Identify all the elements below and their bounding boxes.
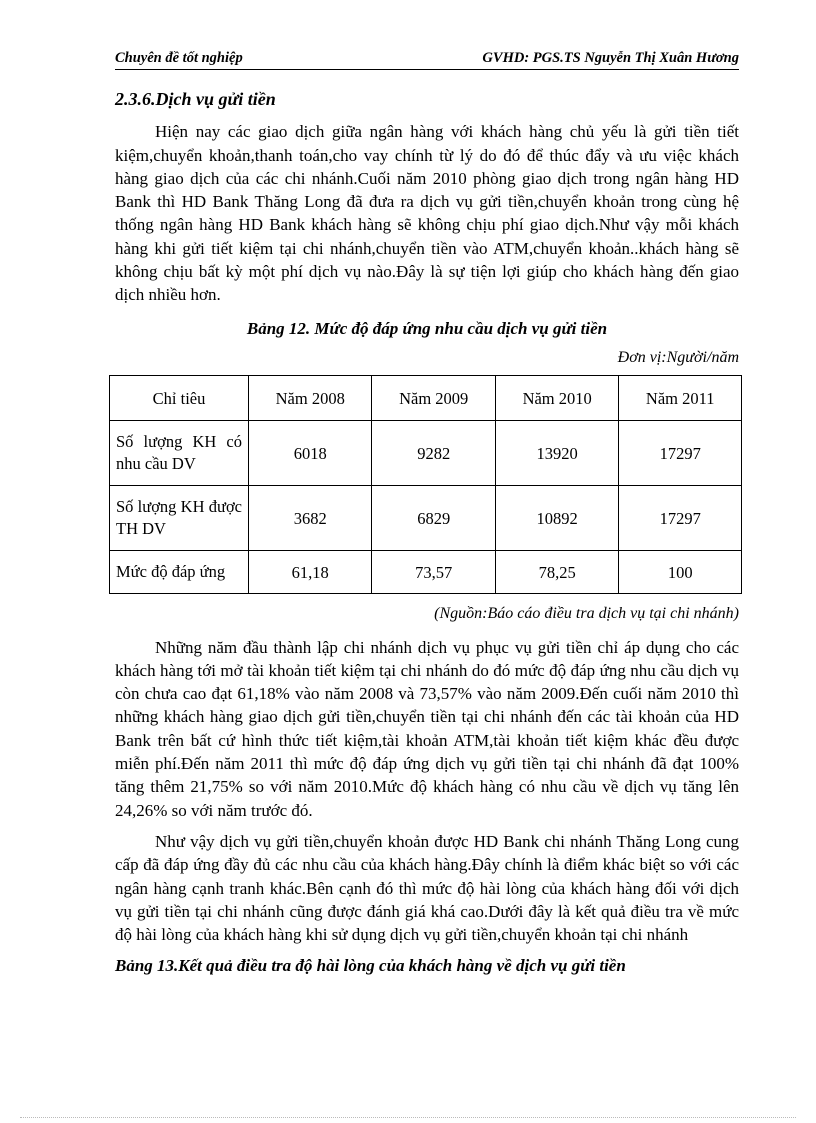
table-cell: 6829 [372, 486, 495, 551]
page-header [115, 50, 739, 70]
paragraph-conclusion: Như vậy dịch vụ gửi tiền,chuyển khoản được HD Bank chi nhánh Thăng Long cung cấp đã đáp ứng đầy đủ các nhu cầu của khách hàng.Đây chính là điểm khác biệt so với các ngân hàng cạnh tranh khác.Bên cạnh đó thì mức độ hài lòng của khách hàng đối với dịch vụ gửi tiền tại chi nhánh cũng được đánh giá khá cao.Dưới đây là kết quả điều tra về mức độ hài lòng của khách hàng khi sử dụng dịch vụ gửi tiền,chuyển khoản tại chi nhánh [115, 831, 739, 945]
header-right: GVHD: PGS.TS Nguyễn Thị Xuân Hương [482, 50, 739, 66]
table-cell: 10892 [495, 486, 618, 551]
table-cell: 100 [619, 551, 742, 594]
table-12-title: Bảng 12. Mức độ đáp ứng nhu cầu dịch vụ gửi tiền [246, 318, 608, 338]
row-label: Số lượng KH có nhu cầu DV [110, 421, 249, 486]
table-cell: 6018 [249, 421, 372, 486]
section-title: 2.3.6.Dịch vụ gửi tiền [115, 89, 276, 109]
table-cell: 3682 [249, 486, 372, 551]
table-header-cell: Chỉ tiêu [110, 376, 249, 421]
table-13-title: Bảng 13.Kết quả điều tra độ hài lòng của khách hàng về dịch vụ gửi tiền [115, 956, 626, 976]
table-cell: 78,25 [495, 551, 618, 594]
paragraph-analysis: Những năm đầu thành lập chi nhánh dịch vụ phục vụ gửi tiền chỉ áp dụng cho các khách hàng tới mở tài khoản tiết kiệm tại chi nhánh do đó mức độ đáp ứng nhu cầu dịch vụ còn chưa cao đạt 61,18% vào năm 2008 và 73,57% vào năm 2009.Đến cuối năm 2010 thì những khách hàng giao dịch gửi tiền,chuyển tiền tại chi nhánh đến các tài khoản của HD Bank trên bất cứ hình thức tiết kiệm,tài khoản ATM,tài khoản tiết kiệm khác đều được miễn phí.Đến năm 2011 thì mức độ đáp ứng dịch vụ gửi tiền tại chi nhánh đã đạt 100% tăng thêm 21,75% so với năm 2010.Mức độ khách hàng có nhu cầu về dịch vụ tăng lên 24,26% so với năm trước đó. [115, 637, 739, 820]
table-row [110, 551, 742, 594]
table-cell: 17297 [619, 486, 742, 551]
table-row [110, 486, 742, 551]
table-cell: 13920 [495, 421, 618, 486]
row-label: Mức độ đáp ứng [110, 551, 249, 594]
paragraph-intro: Hiện nay các giao dịch giữa ngân hàng với khách hàng chủ yếu là gửi tiền tiết kiệm,chuyển khoản,thanh toán,cho vay chính từ lý do đó để thúc đẩy và ưu việc khách hàng giao dịch của các chi nhánh.Cuối năm 2010 phòng giao dịch trong ngân hàng HD Bank thì HD Bank Thăng Long đã đưa ra dịch vụ gửi tiền,chuyển khoản trong cùng hệ thống ngân hàng HD Bank khách hàng sẽ không chịu phí giao dịch.Như vậy mỗi khách hàng khi gửi tiết kiệm tại chi nhánh,chuyển tiền vào ATM,chuyển khoản..khách hàng sẽ không chịu bất kỳ một phí dịch vụ nào.Đây là sự tiện lợi giúp cho khách hàng đến giao dịch nhiều hơn. [115, 122, 739, 305]
table-12-unit: Đơn vị:Người/năm [617, 348, 739, 366]
table-header-row [110, 376, 742, 421]
table-cell: 61,18 [249, 551, 372, 594]
table-cell: 9282 [372, 421, 495, 486]
table-12-source: (Nguồn:Báo cáo điều tra dịch vụ tại chi nhánh) [434, 605, 739, 623]
table-cell: 73,57 [372, 551, 495, 594]
table-header-cell: Năm 2008 [249, 376, 372, 421]
page-content [115, 88, 739, 978]
table-header-cell: Năm 2009 [372, 376, 495, 421]
table-12 [109, 375, 742, 594]
header-left: Chuyên đề tốt nghiệp [115, 50, 243, 66]
table-cell: 17297 [619, 421, 742, 486]
table-row [110, 421, 742, 486]
row-label: Số lượng KH được TH DV [110, 486, 249, 551]
table-header-cell: Năm 2011 [619, 376, 742, 421]
table-header-cell: Năm 2010 [495, 376, 618, 421]
page-bottom-divider [20, 1117, 796, 1118]
